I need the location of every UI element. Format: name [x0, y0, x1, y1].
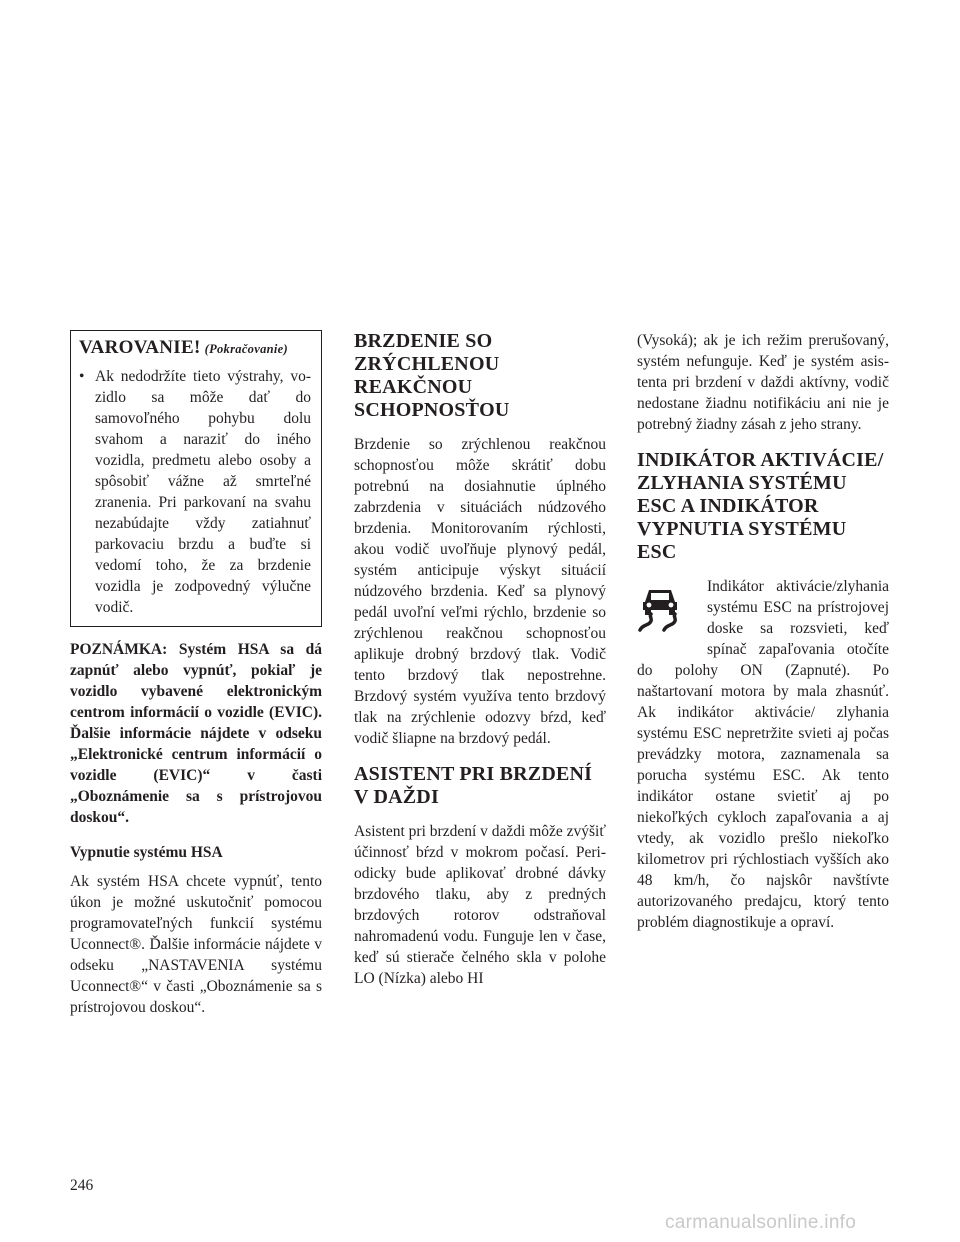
warning-bullet-item: [79, 366, 311, 618]
esc-heading: INDIKÁTOR AKTIVÁCIE/ ZLYHANIA SYSTÉMU ESC A INDIKÁTOR VYPNUTIA SYSTÉMU ESC: [637, 449, 884, 563]
esc-skid-car-icon: [637, 586, 683, 634]
warning-title: [79, 337, 311, 359]
rbs-paragraph: Asistent pri brzdení v daždi môže zvýšiť účinnosť bŕzd v mokrom počasí. Periodicky bude aplikovať drobné dávky brzdového tlaku, aby z predných brzdových rotorov odstraňoval nahromadenú vodu. Funguje len v čase, keď sú stierače čelného skla v polohe LO (Nízka) alebo HI: [354, 823, 606, 987]
warning-continued: (Pokračovanie): [204, 342, 288, 356]
hsa-off-paragraph: Ak systém HSA chcete vypnúť, tento úkon je možné uskutočniť pomocou programovateľných funkcií systému Uconnect®. Ďalšie informácie nájdete v odseku „NASTAVENIA systému Uconnect®“ v časti „Oboznámenie sa s prístrojovou doskou“.: [70, 873, 322, 1016]
left-column: [70, 330, 322, 1018]
esc-paragraph: Indikátor aktivácie/zlyhania systému ESC na prístrojovej doske sa rozsvieti, keď spínač zapaľovania otočíte do polohy ON (Zapnuté). Po naštartovaní motora by mala zhasnúť. Ak indikátor aktivácie/ zlyhania systému ESC nepretržite svieti aj počas prevádzky motora, zaznamenala sa porucha systému ESC. Ak tento indikátor ostane svietiť aj po niekoľkých cykloch zapaľovania a aj vtedy, ak vozidlo prešlo niekoľko kilometrov pri rýchlostiach vyšších ako 48 km/h, čo najskôr navštívte autorizovaného predajcu, ktorý tento problém diagnostikuje a opraví.: [637, 578, 889, 931]
bullet-icon: •: [79, 368, 85, 385]
note-paragraph: POZNÁMKA: Systém HSA sa dá zapnúť alebo vypnúť, pokiaľ je vozidlo vybavené elektronickým centrom informácií o vozidle (EVIC). Ďalšie informácie nájdete v odseku „Elektronické centrum informácií o vozidle (EVIC)“ v časti „Oboznámenie sa s prístrojovou doskou“.: [70, 641, 322, 826]
warning-box: [70, 330, 322, 627]
warning-text: Ak nedodržíte tieto výstrahy, vozidlo sa môže dať do samovoľného pohybu dolu svahom a naraziť do iného vozidla, predmetu alebo osoby a spôsobiť vážne až smrteľné zranenia. Pri parkovaní na svahu nezabúdajte vždy zatiahnuť parkovaciu brzdu a buďte si vedomí toho, že za brzdenie vozidla je zodpovedný výlučne vodič.: [95, 368, 311, 616]
middle-column: [354, 330, 606, 989]
rbs-heading: ASISTENT PRI BRZDENÍ V DAŽDI: [354, 763, 593, 808]
esc-icon-wrap: [637, 576, 701, 656]
hsa-off-heading: Vypnutie systému HSA: [70, 844, 223, 861]
esc-paragraph-block: [637, 576, 889, 933]
watermark: carmanualsonline.info: [665, 1212, 857, 1233]
right-column: [637, 330, 889, 933]
warning-title-text: VAROVANIE!: [79, 337, 201, 358]
rab-heading: BRZDENIE SO ZRÝCHLENOU REAKČNOU SCHOPNOSŤOU: [354, 330, 510, 421]
page-number: 246: [70, 1177, 94, 1194]
rbs-paragraph-continued: (Vysoká); ak je ich režim prerušovaný, systém nefunguje. Keď je systém asistenta pri brzdení v daždi aktívny, vodič nedostane žiadnu notifikáciu ani nie je potrebný žiadny zásah z jeho strany.: [637, 332, 889, 433]
rab-paragraph: Brzdenie so zrýchlenou reakčnou schopnosťou môže skrátiť dobu potrebnú na dosiahnutie úplného zabrzdenia v situáciách núdzového brzdenia. Monitorovaním rýchlosti, akou vodič uvoľňuje plynový pedál, systém anticipuje výskyt situácií núdzového brzdenia. Keď sa plynový pedál uvoľní veľmi rýchlo, brzdenie so zrýchlenou reakčnou schopnosťou aplikuje drobný brzdový tlak. Vodič tento brzdový tlak nepostrehne. Brzdový systém využíva tento brzdový tlak na zrýchlenie odozvy bŕzd, keď vodič šliapne na brzdový pedál.: [354, 436, 606, 747]
